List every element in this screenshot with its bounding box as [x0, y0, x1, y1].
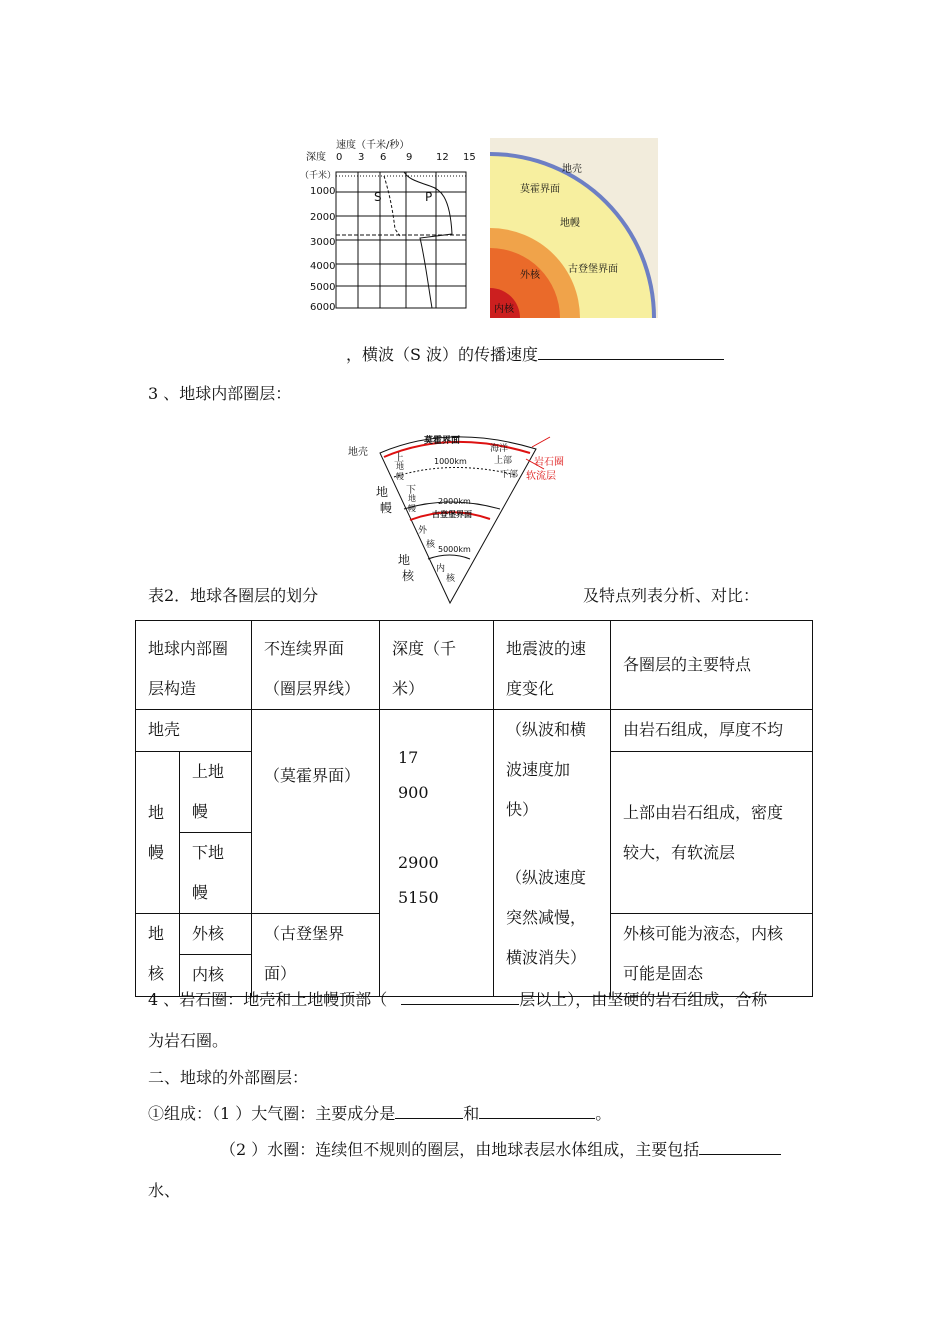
cell-depths — [380, 710, 494, 997]
wedge-depth-1000: 1000km — [434, 457, 467, 466]
depth-900: 900 — [398, 783, 429, 802]
wedge-moho-label: 莫霍界面 — [424, 436, 461, 446]
wedge-mantle-1: 地 — [376, 485, 389, 499]
depth-tick: 4000 — [310, 261, 336, 272]
depth-tick: 1000 — [310, 186, 336, 197]
earth-layers-quadrant — [490, 138, 658, 318]
wedge-core-1: 地 — [398, 553, 411, 567]
hydrosphere-line: （2 ）水圈：连续但不规则的圈层，由地球表层水体组成，主要包括 — [220, 1137, 781, 1160]
quadrant-moho-label: 莫霍界面 — [520, 184, 560, 195]
wedge-outer-2: 核 — [426, 540, 436, 550]
earth-wedge-diagram — [340, 425, 570, 610]
section-2-heading: 二、地球的外部圈层： — [148, 1068, 309, 1087]
speed-tick: 0 — [336, 152, 343, 163]
earth-layers-table — [135, 620, 813, 997]
wedge-right-3: 下部 — [500, 470, 519, 480]
wedge-depth-5000: 5000km — [438, 545, 471, 554]
cell-core-feature: 外核可能为液态，内核 可能是固态 — [611, 914, 813, 997]
atmosphere-blank-2[interactable] — [479, 1104, 595, 1119]
lithosphere-line-2: 为岩石圈。 — [148, 1031, 229, 1050]
cell-mantle-name: 地 幔 — [136, 752, 180, 914]
wedge-upper-3: 幔 — [396, 472, 404, 481]
wedge-upper-1: 上 — [394, 453, 404, 464]
header-feature: 各圈层的主要特点 — [611, 621, 813, 710]
wedge-outer-1: 外 — [418, 526, 428, 536]
wedge-gutenberg: 古登堡界面 — [432, 510, 472, 519]
s-wave-speed-line — [346, 342, 724, 365]
depth-17: 17 — [398, 748, 419, 767]
section-3-heading: 3 、地球内部圈层： — [148, 384, 292, 403]
p-wave-label: P — [425, 190, 433, 204]
depth-tick: 5000 — [310, 282, 336, 293]
quadrant-crust-label: 地壳 — [562, 164, 582, 175]
quadrant-mantle-label: 地幔 — [560, 218, 580, 229]
cell-crust-feature: 由岩石组成，厚度不均 — [611, 710, 813, 752]
wedge-core-2: 核 — [402, 569, 415, 583]
cell-mantle-feature: 上部由岩石组成，密度 较大，有软流层 — [611, 752, 813, 914]
speed-tick: 15 — [463, 152, 476, 163]
cell-lower-mantle: 下地 幔 — [180, 833, 252, 914]
speed-tick: 12 — [436, 152, 449, 163]
depth-tick: 2000 — [310, 212, 336, 223]
row-crust-name: 地壳 — [136, 710, 252, 752]
wedge-depth-2900: 2900km — [438, 497, 471, 506]
cell-core-name: 地 核 — [136, 914, 180, 997]
water-line: 水、 — [148, 1181, 181, 1200]
s-wave-speed-text: ，横波（S 波）的传播速度 — [346, 345, 539, 364]
speed-tick: 3 — [358, 152, 365, 163]
wedge-lower-2: 地 — [408, 494, 416, 503]
wave-speed-grid — [300, 134, 490, 319]
quadrant-gutenberg-label: 古登堡界面 — [568, 264, 618, 275]
header-depth: 深度（千 米） — [380, 621, 494, 710]
depth-tick: 3000 — [310, 237, 336, 248]
depth-5150: 5150 — [398, 888, 439, 907]
header-discontinuity: 不连续界面 （圈层界线） — [252, 621, 380, 710]
quadrant-inner-core-label: 内核 — [494, 304, 514, 315]
table-caption-left: 表2．地球各圈层的划分 — [148, 586, 319, 605]
cell-inner-core: 内核 — [180, 955, 252, 997]
lithosphere-blank[interactable] — [401, 990, 519, 1005]
depth-axis-label: 深度 — [306, 152, 326, 163]
speed-axis-label: 速度（千米/秒） — [336, 140, 410, 151]
header-layer: 地球内部圈 层构造 — [136, 621, 252, 710]
wedge-asthenosphere-label: 软流层 — [526, 471, 556, 482]
table-caption-right: 及特点列表分析、对比： — [583, 586, 760, 605]
wedge-right-1: 海洋 — [490, 444, 509, 454]
cell-gutenberg: （古登堡界 面） — [252, 914, 380, 997]
cell-wave-change: （纵波和横 波速度加 快） （纵波速度 突然减慢， 横波消失） — [494, 710, 611, 997]
wedge-lower-3: 幔 — [408, 504, 416, 513]
s-wave-label: S — [374, 190, 382, 204]
wedge-mantle-2: 幔 — [380, 501, 393, 515]
cell-outer-core: 外核 — [180, 914, 252, 955]
cell-moho: （莫霍界面） — [252, 710, 380, 914]
quadrant-outer-core-label: 外核 — [520, 270, 540, 281]
depth-2900: 2900 — [398, 853, 439, 872]
s-wave-curve — [384, 176, 400, 236]
header-wave: 地震波的速 度变化 — [494, 621, 611, 710]
wedge-upper-2: 地 — [396, 462, 404, 471]
s-wave-speed-blank[interactable] — [538, 345, 724, 360]
cell-upper-mantle: 上地 幔 — [180, 752, 252, 833]
wave-speed-chart — [300, 134, 490, 319]
atmosphere-blank-1[interactable] — [395, 1104, 463, 1119]
lithosphere-line: 4 、岩石圈：地壳和上地幔顶部（ 层以上），由坚硬的岩石组成，合称 — [148, 990, 768, 1009]
wedge-inner-1: 内 — [436, 564, 446, 574]
wedge-inner-2: 核 — [446, 574, 456, 584]
hydrosphere-blank[interactable] — [699, 1140, 781, 1155]
depth-tick: 6000 — [310, 302, 336, 313]
wedge-right-2: 上部 — [494, 456, 513, 466]
wedge-lithosphere-label: 岩石圈 — [534, 457, 564, 468]
depth-axis-unit: （千米） — [300, 171, 337, 181]
atmosphere-line: ①组成：（1 ）大气圈：主要成分是 和 。 — [148, 1104, 612, 1123]
speed-tick: 9 — [406, 152, 413, 163]
wedge-crust-label: 地壳 — [348, 447, 368, 458]
wedge-lower-1: 下 — [406, 485, 416, 496]
speed-tick: 6 — [380, 152, 387, 163]
